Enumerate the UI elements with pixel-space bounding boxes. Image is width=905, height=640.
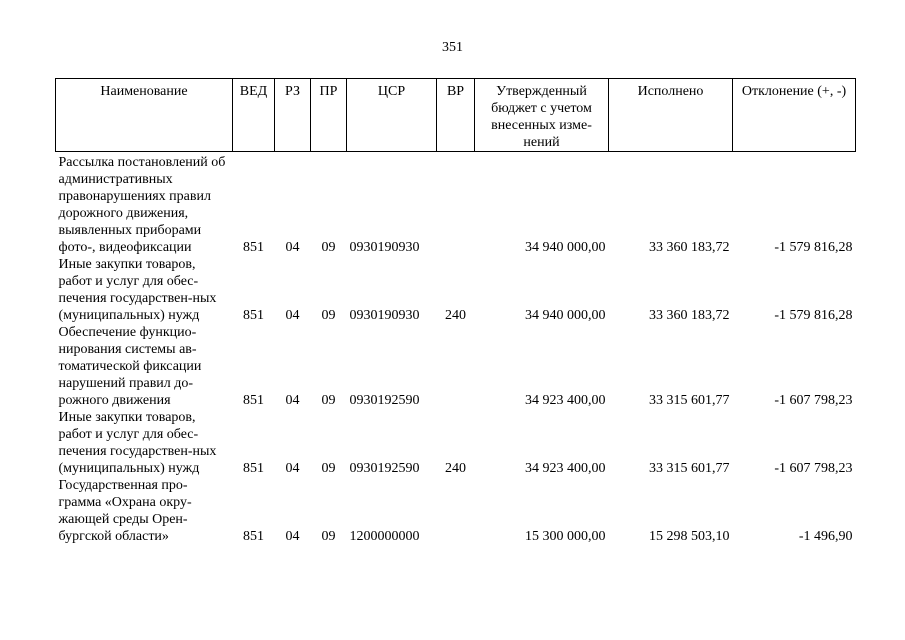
table-row: [56, 477, 856, 545]
budget-execution-table: [55, 78, 856, 545]
table-row: [56, 256, 856, 324]
row-name: Государственная про-грамма «Охрана окру-жающей среды Орен-бургской области»: [58, 478, 192, 544]
row-name: Обеспечение функцио-нирования системы ав-томатической фиксации нарушений правил до-рожного движения: [58, 325, 202, 408]
row-csr: 0930192590: [349, 393, 420, 408]
row-name: Рассылка постановлений об административных правонарушениях правил дорожного движения, выявленных приборами фото-, видеофиксации: [58, 155, 226, 255]
row-executed: 33 315 601,77: [649, 393, 730, 408]
row-vr: 240: [445, 461, 466, 476]
page-number: 351: [442, 40, 463, 55]
row-vr: [437, 152, 475, 257]
col-header-name: Наименование: [56, 79, 233, 152]
row-executed: 33 360 183,72: [649, 240, 730, 255]
row-ved: 851: [243, 529, 264, 544]
row-executed: 33 315 601,77: [649, 461, 730, 476]
table-row: [56, 324, 856, 409]
row-csr: 0930192590: [349, 461, 420, 476]
row-pr: 09: [321, 308, 336, 323]
row-ved: 851: [243, 393, 264, 408]
col-header-ved: ВЕД: [233, 79, 275, 152]
row-vr: [437, 324, 475, 409]
row-name: Иные закупки товаров, работ и услуг для обес-печения государствен-ных (муниципальных) нужд: [58, 257, 217, 323]
col-header-vr: ВР: [437, 79, 475, 152]
table-row: [56, 152, 856, 257]
col-header-deviation: Отклонение (+, -): [733, 79, 856, 152]
row-approved: 34 940 000,00: [525, 308, 606, 323]
row-approved: 34 923 400,00: [525, 393, 606, 408]
row-deviation: -1 579 816,28: [774, 308, 853, 323]
row-deviation: -1 607 798,23: [774, 461, 853, 476]
row-rz: 04: [285, 461, 300, 476]
row-csr: 1200000000: [349, 529, 420, 544]
table-header-row: [56, 79, 856, 152]
row-rz: 04: [285, 393, 300, 408]
row-rz: 04: [285, 529, 300, 544]
row-vr: [437, 477, 475, 545]
row-approved: 34 940 000,00: [525, 240, 606, 255]
row-executed: 33 360 183,72: [649, 308, 730, 323]
row-pr: 09: [321, 461, 336, 476]
row-deviation: -1 579 816,28: [774, 240, 853, 255]
col-header-pr: ПР: [311, 79, 347, 152]
col-header-approved-budget: Утвержденный бюджет с учетом внесенных изме-нений: [475, 79, 609, 152]
row-csr: 0930190930: [349, 308, 420, 323]
row-approved: 34 923 400,00: [525, 461, 606, 476]
row-ved: 851: [243, 240, 264, 255]
row-ved: 851: [243, 461, 264, 476]
row-csr: 0930190930: [349, 240, 420, 255]
row-pr: 09: [321, 240, 336, 255]
row-pr: 09: [321, 529, 336, 544]
col-header-executed: Исполнено: [609, 79, 733, 152]
row-ved: 851: [243, 308, 264, 323]
row-name: Иные закупки товаров, работ и услуг для обес-печения государствен-ных (муниципальных) нужд: [58, 410, 217, 476]
row-approved: 15 300 000,00: [525, 529, 606, 544]
row-executed: 15 298 503,10: [649, 529, 730, 544]
row-rz: 04: [285, 308, 300, 323]
table-row: [56, 409, 856, 477]
col-header-csr: ЦСР: [347, 79, 437, 152]
row-deviation: -1 496,90: [798, 529, 853, 544]
row-rz: 04: [285, 240, 300, 255]
col-header-rz: РЗ: [275, 79, 311, 152]
row-deviation: -1 607 798,23: [774, 393, 853, 408]
row-pr: 09: [321, 393, 336, 408]
row-vr: 240: [445, 308, 466, 323]
